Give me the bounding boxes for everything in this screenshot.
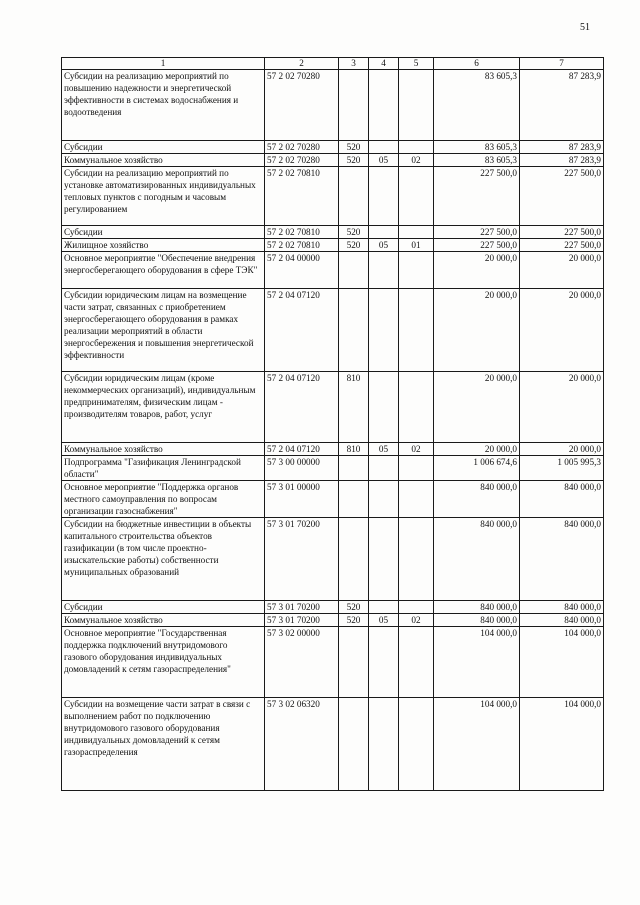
row-code: 57 3 01 70200 [265, 518, 339, 601]
row-section: 05 [369, 443, 399, 456]
row-code: 57 2 02 70280 [265, 70, 339, 141]
row-expense-type: 520 [339, 141, 369, 154]
row-section: 05 [369, 239, 399, 252]
row-name: Субсидии на возмещение части затрат в связи с выполнением работ по подключению внутридомового газового оборудования индивидуальных домовладений к сетям газораспределения [62, 698, 265, 791]
row-name: Субсидии [62, 601, 265, 614]
row-code: 57 3 02 00000 [265, 627, 339, 698]
table-row [62, 167, 604, 226]
table-row [62, 226, 604, 239]
row-amount-1: 20 000,0 [434, 443, 520, 456]
column-header: 1 [62, 58, 265, 70]
row-section [369, 698, 399, 791]
row-name: Субсидии [62, 226, 265, 239]
row-expense-type [339, 456, 369, 481]
row-subsection [399, 601, 434, 614]
row-amount-1: 227 500,0 [434, 226, 520, 239]
row-subsection: 02 [399, 154, 434, 167]
table-row [62, 154, 604, 167]
row-name: Основное мероприятие "Обеспечение внедрения энергосберегающего оборудования в сфере ТЭК" [62, 252, 265, 289]
row-expense-type: 520 [339, 239, 369, 252]
page-number: 51 [580, 22, 590, 33]
row-amount-2: 87 283,9 [520, 154, 604, 167]
row-expense-type: 520 [339, 601, 369, 614]
column-header: 5 [399, 58, 434, 70]
table-row [62, 141, 604, 154]
header-row [62, 58, 604, 70]
row-code: 57 3 01 70200 [265, 601, 339, 614]
row-name: Субсидии на реализацию мероприятий по установке автоматизированных индивидуальных тепловых пунктов с погодным и часовым регулированием [62, 167, 265, 226]
budget-table [61, 57, 604, 791]
row-amount-1: 20 000,0 [434, 372, 520, 443]
row-amount-2: 227 500,0 [520, 167, 604, 226]
table-row [62, 443, 604, 456]
row-amount-2: 87 283,9 [520, 70, 604, 141]
row-amount-2: 20 000,0 [520, 443, 604, 456]
row-amount-2: 840 000,0 [520, 601, 604, 614]
row-section [369, 70, 399, 141]
row-amount-2: 20 000,0 [520, 372, 604, 443]
row-name: Коммунальное хозяйство [62, 443, 265, 456]
row-expense-type [339, 627, 369, 698]
row-code: 57 3 00 00000 [265, 456, 339, 481]
row-amount-2: 840 000,0 [520, 614, 604, 627]
row-amount-1: 20 000,0 [434, 289, 520, 372]
row-amount-2: 840 000,0 [520, 481, 604, 518]
table-row [62, 372, 604, 443]
row-name: Жилищное хозяйство [62, 239, 265, 252]
row-name: Субсидии юридическим лицам (кроме некоммерческих организаций), индивидуальным предпринимателям, физическим лицам - производителям товаров, работ, услуг [62, 372, 265, 443]
row-expense-type [339, 481, 369, 518]
row-section: 05 [369, 154, 399, 167]
table-row [62, 698, 604, 791]
row-code: 57 3 01 00000 [265, 481, 339, 518]
row-name: Субсидии на реализацию мероприятий по повышению надежности и энергетической эффективности в системах водоснабжения и водоотведения [62, 70, 265, 141]
row-amount-1: 104 000,0 [434, 627, 520, 698]
row-section [369, 167, 399, 226]
row-amount-2: 840 000,0 [520, 518, 604, 601]
row-expense-type [339, 167, 369, 226]
row-expense-type: 810 [339, 443, 369, 456]
row-name: Коммунальное хозяйство [62, 154, 265, 167]
row-expense-type: 810 [339, 372, 369, 443]
row-name: Субсидии юридическим лицам на возмещение части затрат, связанных с приобретением энергосберегающего оборудования в рамках реализации мероприятий в области энергосбережения и повышения энергетической эффективности [62, 289, 265, 372]
row-subsection [399, 372, 434, 443]
row-amount-1: 227 500,0 [434, 239, 520, 252]
row-code: 57 3 02 06320 [265, 698, 339, 791]
row-expense-type: 520 [339, 614, 369, 627]
row-amount-2: 20 000,0 [520, 289, 604, 372]
row-code: 57 3 01 70200 [265, 614, 339, 627]
row-expense-type [339, 698, 369, 791]
row-amount-1: 104 000,0 [434, 698, 520, 791]
row-code: 57 2 04 07120 [265, 372, 339, 443]
row-amount-1: 840 000,0 [434, 614, 520, 627]
column-header: 4 [369, 58, 399, 70]
row-subsection: 01 [399, 239, 434, 252]
table-row [62, 614, 604, 627]
row-section [369, 226, 399, 239]
column-header: 3 [339, 58, 369, 70]
row-expense-type [339, 70, 369, 141]
row-section: 05 [369, 614, 399, 627]
row-expense-type: 520 [339, 226, 369, 239]
row-amount-1: 840 000,0 [434, 601, 520, 614]
row-code: 57 2 02 70810 [265, 239, 339, 252]
row-expense-type [339, 252, 369, 289]
row-subsection [399, 456, 434, 481]
row-code: 57 2 04 00000 [265, 252, 339, 289]
row-name: Основное мероприятие "Поддержка органов местного самоуправления по вопросам организации газоснабжения" [62, 481, 265, 518]
row-amount-2: 227 500,0 [520, 239, 604, 252]
row-name: Субсидии на бюджетные инвестиции в объекты капитального строительства объектов газификации (в том числе проектно-изыскательские работы) собственности муниципальных образований [62, 518, 265, 601]
row-amount-2: 87 283,9 [520, 141, 604, 154]
row-section [369, 481, 399, 518]
row-amount-1: 227 500,0 [434, 167, 520, 226]
row-code: 57 2 04 07120 [265, 289, 339, 372]
row-section [369, 518, 399, 601]
row-subsection: 02 [399, 614, 434, 627]
row-name: Подпрограмма "Газификация Ленинградской области" [62, 456, 265, 481]
row-expense-type [339, 289, 369, 372]
row-section [369, 252, 399, 289]
row-section [369, 601, 399, 614]
row-amount-2: 20 000,0 [520, 252, 604, 289]
row-amount-1: 1 006 674,6 [434, 456, 520, 481]
row-subsection: 02 [399, 443, 434, 456]
table-row [62, 481, 604, 518]
table-row [62, 239, 604, 252]
row-amount-1: 840 000,0 [434, 518, 520, 601]
row-section [369, 141, 399, 154]
table-row [62, 601, 604, 614]
row-code: 57 2 04 07120 [265, 443, 339, 456]
row-subsection [399, 289, 434, 372]
row-subsection [399, 698, 434, 791]
row-code: 57 2 02 70280 [265, 141, 339, 154]
row-subsection [399, 518, 434, 601]
row-name: Основное мероприятие "Государственная поддержка подключений внутридомового газового оборудования индивидуальных домовладений к сетям газораспределения" [62, 627, 265, 698]
row-amount-1: 840 000,0 [434, 481, 520, 518]
row-code: 57 2 02 70810 [265, 226, 339, 239]
row-amount-2: 227 500,0 [520, 226, 604, 239]
table-row [62, 518, 604, 601]
column-header: 2 [265, 58, 339, 70]
table-row [62, 70, 604, 141]
row-expense-type [339, 518, 369, 601]
row-amount-1: 20 000,0 [434, 252, 520, 289]
row-subsection [399, 167, 434, 226]
row-amount-1: 83 605,3 [434, 70, 520, 141]
row-section [369, 372, 399, 443]
row-amount-2: 104 000,0 [520, 698, 604, 791]
row-code: 57 2 02 70280 [265, 154, 339, 167]
row-subsection [399, 141, 434, 154]
row-amount-2: 1 005 995,3 [520, 456, 604, 481]
row-name: Субсидии [62, 141, 265, 154]
row-section [369, 627, 399, 698]
column-header: 6 [434, 58, 520, 70]
row-section [369, 289, 399, 372]
table-row [62, 252, 604, 289]
row-subsection [399, 252, 434, 289]
row-amount-2: 104 000,0 [520, 627, 604, 698]
row-subsection [399, 226, 434, 239]
row-amount-1: 83 605,3 [434, 154, 520, 167]
row-code: 57 2 02 70810 [265, 167, 339, 226]
row-expense-type: 520 [339, 154, 369, 167]
row-name: Коммунальное хозяйство [62, 614, 265, 627]
row-subsection [399, 627, 434, 698]
table-row [62, 289, 604, 372]
table-row [62, 627, 604, 698]
table-row [62, 456, 604, 481]
row-subsection [399, 481, 434, 518]
column-header: 7 [520, 58, 604, 70]
row-amount-1: 83 605,3 [434, 141, 520, 154]
row-subsection [399, 70, 434, 141]
row-section [369, 456, 399, 481]
